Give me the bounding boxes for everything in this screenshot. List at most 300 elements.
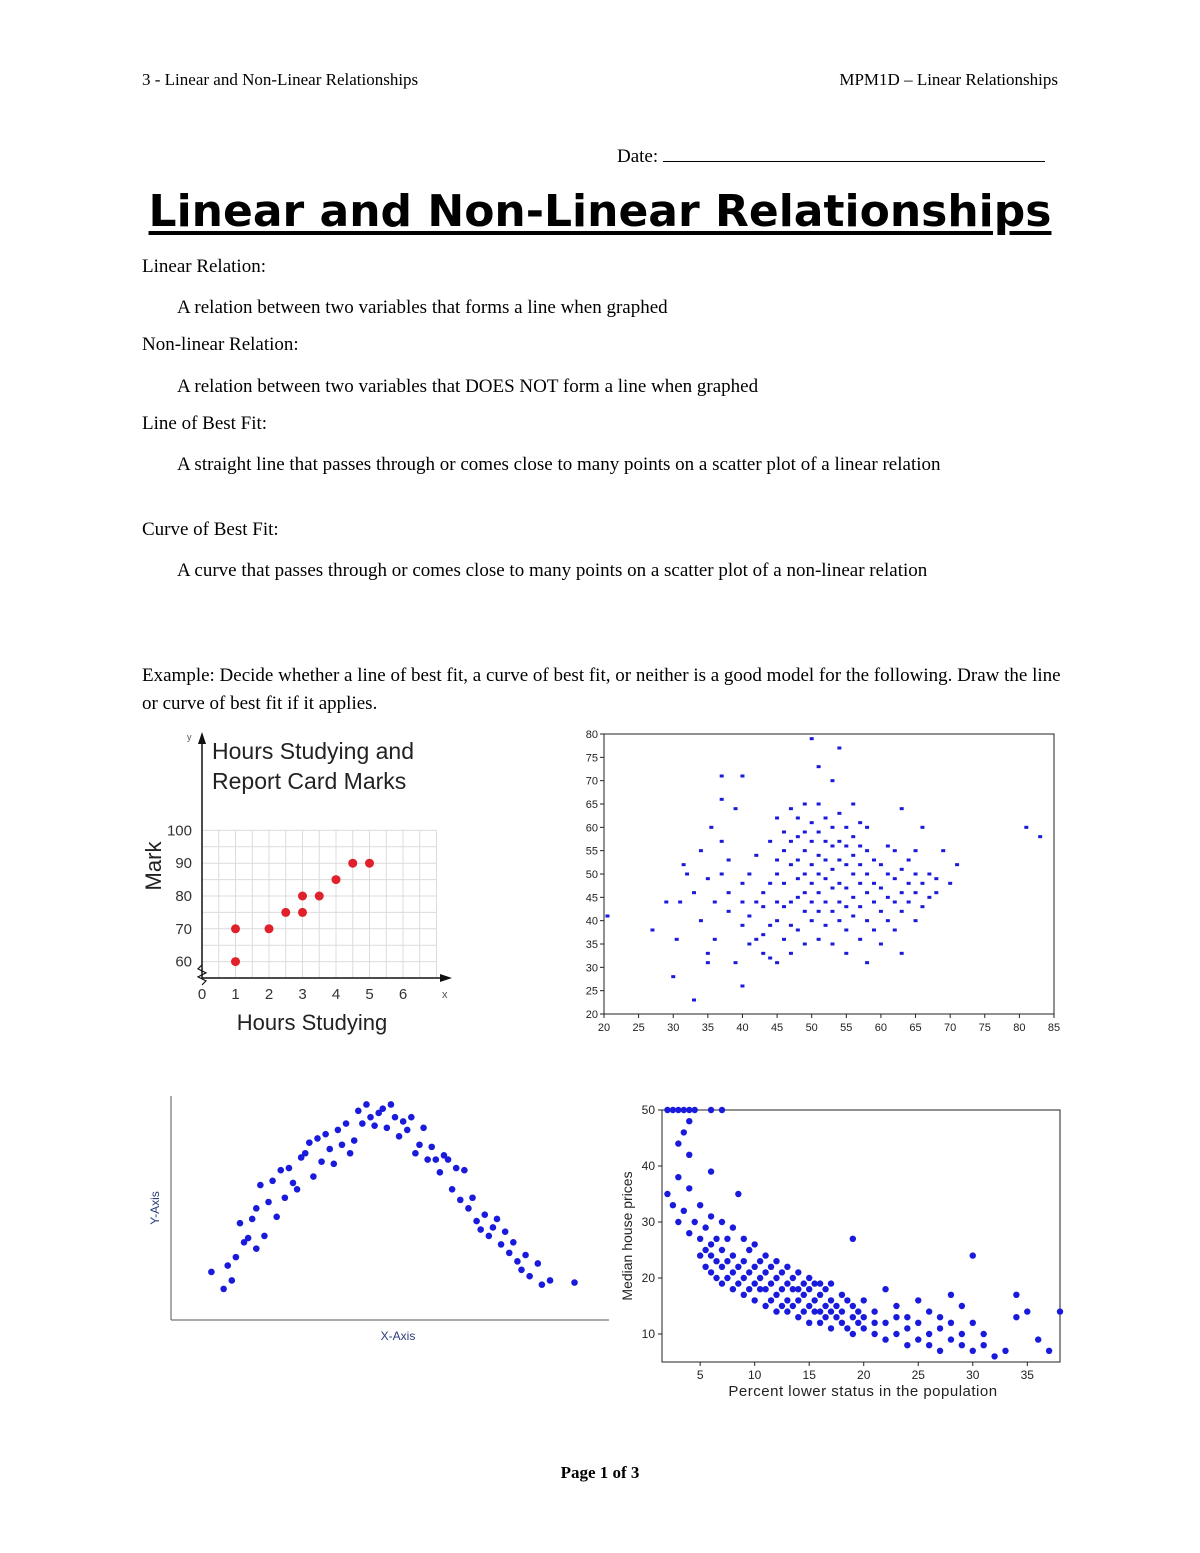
data-point <box>461 1167 468 1174</box>
data-point <box>948 882 952 885</box>
x-axis-label: Percent lower status in the population <box>728 1383 998 1400</box>
data-point <box>490 1224 497 1231</box>
data-point <box>675 1174 681 1180</box>
data-point <box>844 905 848 908</box>
data-point <box>801 1308 807 1314</box>
data-point <box>724 1258 730 1264</box>
header-left: 3 - Linear and Non-Linear Relationships <box>142 70 419 89</box>
data-point <box>231 924 240 933</box>
data-point <box>948 1292 954 1298</box>
data-point <box>926 1308 932 1314</box>
data-point <box>740 985 744 988</box>
y-tick-label: 55 <box>585 845 598 858</box>
data-point <box>779 1286 785 1292</box>
data-point <box>735 1280 741 1286</box>
data-point <box>937 1325 943 1331</box>
data-point <box>713 1236 719 1242</box>
data-point <box>699 849 703 852</box>
data-point <box>811 1280 817 1286</box>
x-tick-label: 2 <box>264 986 274 1003</box>
data-point <box>605 915 609 918</box>
data-point <box>708 1213 714 1219</box>
term-line-of-best-fit: Line of Best Fit: <box>142 413 268 434</box>
data-point <box>907 859 911 862</box>
data-point <box>734 961 738 964</box>
data-point <box>412 1150 419 1157</box>
data-point <box>806 1286 812 1292</box>
data-point <box>365 859 374 868</box>
data-point <box>384 1125 391 1132</box>
data-point <box>844 863 848 866</box>
data-point <box>768 1297 774 1303</box>
data-point <box>893 929 897 932</box>
data-point <box>741 1236 747 1242</box>
data-point <box>795 1269 801 1275</box>
data-point <box>686 1230 692 1236</box>
page-footer: Page 1 of 3 <box>560 1463 640 1482</box>
data-point <box>941 849 945 852</box>
data-point <box>991 1353 997 1359</box>
house-prices-scatter-plot <box>614 1100 1066 1402</box>
data-point <box>970 1320 976 1326</box>
data-point <box>824 817 828 820</box>
data-point <box>817 1308 823 1314</box>
data-point <box>730 1286 736 1292</box>
data-point <box>806 1320 812 1326</box>
data-point <box>713 1258 719 1264</box>
x-axis-label: X-Axis <box>380 1329 416 1343</box>
data-point <box>730 1252 736 1258</box>
date-blank[interactable] <box>663 145 1045 162</box>
chart-title-line-2: Report Card Marks <box>212 768 407 794</box>
data-point <box>265 924 274 933</box>
data-point <box>817 1280 823 1286</box>
data-point <box>934 877 938 880</box>
data-point <box>803 803 807 806</box>
data-point <box>789 924 793 927</box>
data-point <box>709 826 713 829</box>
y-tick-label: 50 <box>585 869 598 881</box>
data-point <box>886 896 890 899</box>
data-point <box>810 737 814 740</box>
data-point <box>871 1308 877 1314</box>
data-point <box>286 1165 293 1172</box>
data-point <box>872 901 876 904</box>
y-tick-label: 75 <box>585 752 598 765</box>
data-point <box>281 908 290 917</box>
data-point <box>335 1127 342 1134</box>
data-point <box>253 1245 260 1252</box>
data-point <box>697 1252 703 1258</box>
data-point <box>514 1258 521 1265</box>
data-point <box>664 1107 670 1113</box>
x-tick-label: 10 <box>748 1368 762 1382</box>
data-point <box>830 779 834 782</box>
x-tick-label: 60 <box>874 1022 888 1034</box>
data-point <box>720 775 724 778</box>
data-point <box>571 1279 578 1286</box>
data-point <box>844 845 848 848</box>
data-point <box>720 840 724 843</box>
definition-curve-of-best-fit: A curve that passes through or comes close to many points on a scatter plot of a non-linear relation <box>177 560 928 581</box>
y-tick-label: 30 <box>641 1215 655 1229</box>
data-point <box>796 877 800 880</box>
data-point <box>817 803 821 806</box>
data-point <box>396 1133 403 1140</box>
x-tick-label: 3 <box>298 986 307 1003</box>
data-point <box>851 915 855 918</box>
data-point <box>817 938 821 941</box>
x-tick-label: 70 <box>944 1022 957 1034</box>
data-point <box>347 1150 354 1157</box>
data-point <box>713 938 717 941</box>
data-point <box>904 1314 910 1320</box>
x-tick-label: 1 <box>231 986 240 1003</box>
data-point <box>754 938 758 941</box>
data-point <box>879 863 883 866</box>
chart-hours-studying <box>140 728 460 1040</box>
data-point <box>858 845 862 848</box>
hours-studying-scatter-plot <box>140 728 460 1040</box>
data-point <box>449 1186 456 1193</box>
data-point <box>773 1292 779 1298</box>
data-point <box>664 901 668 904</box>
data-point <box>671 975 675 978</box>
data-point <box>830 868 834 871</box>
data-point <box>692 1219 698 1225</box>
data-point <box>535 1260 542 1267</box>
data-point <box>740 924 744 927</box>
data-point <box>428 1144 435 1151</box>
data-point <box>790 1286 796 1292</box>
data-point <box>803 891 807 894</box>
definition-line-of-best-fit: A straight line that passes through or comes close to many points on a scatter plot of a linear relation <box>177 454 941 475</box>
data-point <box>886 845 890 848</box>
data-point <box>277 1167 284 1174</box>
data-point <box>298 908 307 917</box>
data-point <box>220 1286 227 1293</box>
data-point <box>882 1336 888 1342</box>
data-point <box>810 919 814 922</box>
data-point <box>824 901 828 904</box>
y-tick-label: 90 <box>175 855 192 873</box>
data-point <box>747 943 751 946</box>
data-point <box>782 831 786 834</box>
chart-title-line-1: Hours Studying and <box>212 738 415 764</box>
data-point <box>518 1267 525 1274</box>
x-tick-label: 75 <box>978 1022 991 1034</box>
data-point <box>900 910 904 913</box>
data-point <box>822 1303 828 1309</box>
data-point <box>282 1194 289 1201</box>
data-point <box>751 1241 757 1247</box>
data-point <box>861 1314 867 1320</box>
data-point <box>817 854 821 857</box>
data-point <box>457 1197 464 1204</box>
data-point <box>751 1280 757 1286</box>
data-point <box>348 859 357 868</box>
x-tick-label: 30 <box>667 1022 680 1034</box>
data-point <box>768 924 772 927</box>
data-point <box>795 1297 801 1303</box>
data-point <box>702 1264 708 1270</box>
data-point <box>796 896 800 899</box>
data-point <box>837 840 841 843</box>
data-point <box>768 840 772 843</box>
data-point <box>708 1269 714 1275</box>
data-point <box>865 891 869 894</box>
data-point <box>779 1269 785 1275</box>
data-point <box>907 901 911 904</box>
data-point <box>727 891 731 894</box>
x-tick-label: 25 <box>911 1368 925 1382</box>
data-point <box>664 1191 670 1197</box>
data-point <box>678 901 682 904</box>
data-point <box>844 929 848 932</box>
data-point <box>351 1137 358 1144</box>
data-point <box>851 873 855 876</box>
data-point <box>872 929 876 932</box>
data-point <box>830 887 834 890</box>
data-point <box>208 1269 215 1276</box>
data-point <box>803 873 807 876</box>
data-point <box>768 1280 774 1286</box>
data-point <box>692 891 696 894</box>
data-point <box>948 1336 954 1342</box>
data-point <box>724 1275 730 1281</box>
data-point <box>900 891 904 894</box>
data-point <box>290 1180 297 1187</box>
data-point <box>828 1297 834 1303</box>
data-point <box>970 1252 976 1258</box>
data-point <box>761 952 765 955</box>
data-point <box>699 919 703 922</box>
data-point <box>855 1320 861 1326</box>
data-point <box>803 849 807 852</box>
data-point <box>261 1233 268 1240</box>
data-point <box>844 1297 850 1303</box>
date-label: Date: <box>617 146 659 167</box>
data-point <box>811 1308 817 1314</box>
x-axis-letter: x <box>442 989 448 1001</box>
data-point <box>686 1107 692 1113</box>
data-point <box>465 1205 472 1212</box>
data-point <box>477 1226 484 1233</box>
data-point <box>882 1320 888 1326</box>
data-point <box>914 919 918 922</box>
data-point <box>795 1286 801 1292</box>
y-tick-label: 80 <box>175 888 192 905</box>
data-point <box>907 882 911 885</box>
x-tick-label: 55 <box>840 1022 853 1034</box>
data-point <box>893 1303 899 1309</box>
data-point <box>224 1262 231 1269</box>
data-point <box>904 1325 910 1331</box>
data-point <box>751 1264 757 1270</box>
data-point <box>879 910 883 913</box>
data-point <box>959 1303 965 1309</box>
data-point <box>757 1286 763 1292</box>
x-axis-arrow <box>440 974 452 982</box>
y-tick-label: 25 <box>585 985 598 998</box>
data-point <box>719 1107 725 1113</box>
x-tick-label: 20 <box>597 1022 611 1034</box>
data-point <box>734 807 738 810</box>
data-point <box>828 1280 834 1286</box>
data-point <box>332 875 341 884</box>
data-point <box>708 1252 714 1258</box>
data-point <box>681 1208 687 1214</box>
data-point <box>762 1286 768 1292</box>
data-point <box>486 1233 493 1240</box>
definition-non-linear-relation: A relation between two variables that DOES NOT form a line when graphed <box>177 376 759 397</box>
data-point <box>747 915 751 918</box>
data-point <box>872 882 876 885</box>
data-point <box>757 1258 763 1264</box>
data-point <box>473 1218 480 1225</box>
data-point <box>1057 1308 1063 1314</box>
x-tick-label: 35 <box>1020 1368 1034 1382</box>
data-point <box>371 1122 378 1129</box>
data-point <box>392 1114 399 1121</box>
data-point <box>796 817 800 820</box>
data-point <box>724 1236 730 1242</box>
data-point <box>839 1292 845 1298</box>
data-point <box>363 1101 370 1108</box>
data-point <box>824 924 828 927</box>
data-point <box>851 896 855 899</box>
data-point <box>817 910 821 913</box>
data-point <box>670 1202 676 1208</box>
data-point <box>681 1129 687 1135</box>
data-point <box>927 873 931 876</box>
data-point <box>692 1107 698 1113</box>
data-point <box>727 859 731 862</box>
data-point <box>817 891 821 894</box>
data-point <box>257 1182 264 1189</box>
data-point <box>740 901 744 904</box>
data-point <box>331 1161 338 1168</box>
data-point <box>789 863 793 866</box>
data-point <box>522 1252 529 1259</box>
data-point <box>803 910 807 913</box>
data-point <box>675 1107 681 1113</box>
data-point <box>858 863 862 866</box>
data-point <box>1038 835 1042 838</box>
y-tick-label: 60 <box>175 953 192 971</box>
page-title: Linear and Non-Linear Relationships <box>148 186 1052 237</box>
data-point <box>773 1258 779 1264</box>
data-point <box>685 873 689 876</box>
data-point <box>768 1264 774 1270</box>
data-point <box>706 952 710 955</box>
data-point <box>675 938 679 941</box>
data-point <box>784 1297 790 1303</box>
x-tick-label: 20 <box>857 1368 871 1382</box>
data-point <box>1013 1292 1019 1298</box>
data-point <box>879 887 883 890</box>
data-point <box>494 1216 501 1223</box>
data-point <box>1013 1314 1019 1320</box>
data-point <box>453 1165 460 1172</box>
data-point <box>893 1314 899 1320</box>
data-point <box>740 882 744 885</box>
data-point <box>795 1314 801 1320</box>
data-point <box>768 957 772 960</box>
data-point <box>310 1173 317 1180</box>
data-point <box>702 1224 708 1230</box>
data-point <box>871 1320 877 1326</box>
data-point <box>730 1224 736 1230</box>
data-point <box>779 1303 785 1309</box>
data-point <box>789 840 793 843</box>
data-point <box>850 1314 856 1320</box>
data-point <box>796 859 800 862</box>
data-point <box>498 1241 505 1248</box>
data-point <box>735 1191 741 1197</box>
data-point <box>784 1308 790 1314</box>
data-point <box>830 845 834 848</box>
data-point <box>858 938 862 941</box>
data-point <box>510 1239 517 1246</box>
data-point <box>1046 1348 1052 1354</box>
x-tick-label: 50 <box>805 1022 818 1034</box>
plot-frame <box>604 734 1054 1014</box>
data-point <box>746 1286 752 1292</box>
data-point <box>893 901 897 904</box>
data-point <box>481 1211 488 1218</box>
x-tick-label: 30 <box>966 1368 980 1382</box>
data-point <box>833 1303 839 1309</box>
data-point <box>915 1336 921 1342</box>
data-point <box>1024 826 1028 829</box>
data-point <box>855 1308 861 1314</box>
data-point <box>837 859 841 862</box>
data-point <box>811 1297 817 1303</box>
data-point <box>720 798 724 801</box>
data-point <box>865 873 869 876</box>
data-point <box>850 1331 856 1337</box>
data-point <box>865 961 869 964</box>
data-point <box>231 957 240 966</box>
data-point <box>861 1325 867 1331</box>
data-point <box>762 1252 768 1258</box>
data-point <box>229 1277 236 1284</box>
data-point <box>706 961 710 964</box>
data-point <box>502 1228 509 1235</box>
y-tick-label: 10 <box>641 1327 655 1341</box>
chart-scatter-arch <box>145 1090 615 1352</box>
data-point <box>343 1120 350 1127</box>
data-point <box>686 1118 692 1124</box>
x-tick-label: 6 <box>398 986 408 1003</box>
data-point <box>322 1131 329 1138</box>
term-curve-of-best-fit: Curve of Best Fit: <box>142 519 279 540</box>
data-point <box>400 1118 407 1125</box>
data-point <box>789 901 793 904</box>
data-point <box>803 831 807 834</box>
data-point <box>782 882 786 885</box>
data-point <box>265 1199 272 1206</box>
data-point <box>796 835 800 838</box>
data-point <box>359 1120 366 1127</box>
data-point <box>727 910 731 913</box>
data-point <box>539 1281 546 1288</box>
data-point <box>837 747 841 750</box>
data-point <box>741 1275 747 1281</box>
data-point <box>775 859 779 862</box>
data-point <box>959 1342 965 1348</box>
